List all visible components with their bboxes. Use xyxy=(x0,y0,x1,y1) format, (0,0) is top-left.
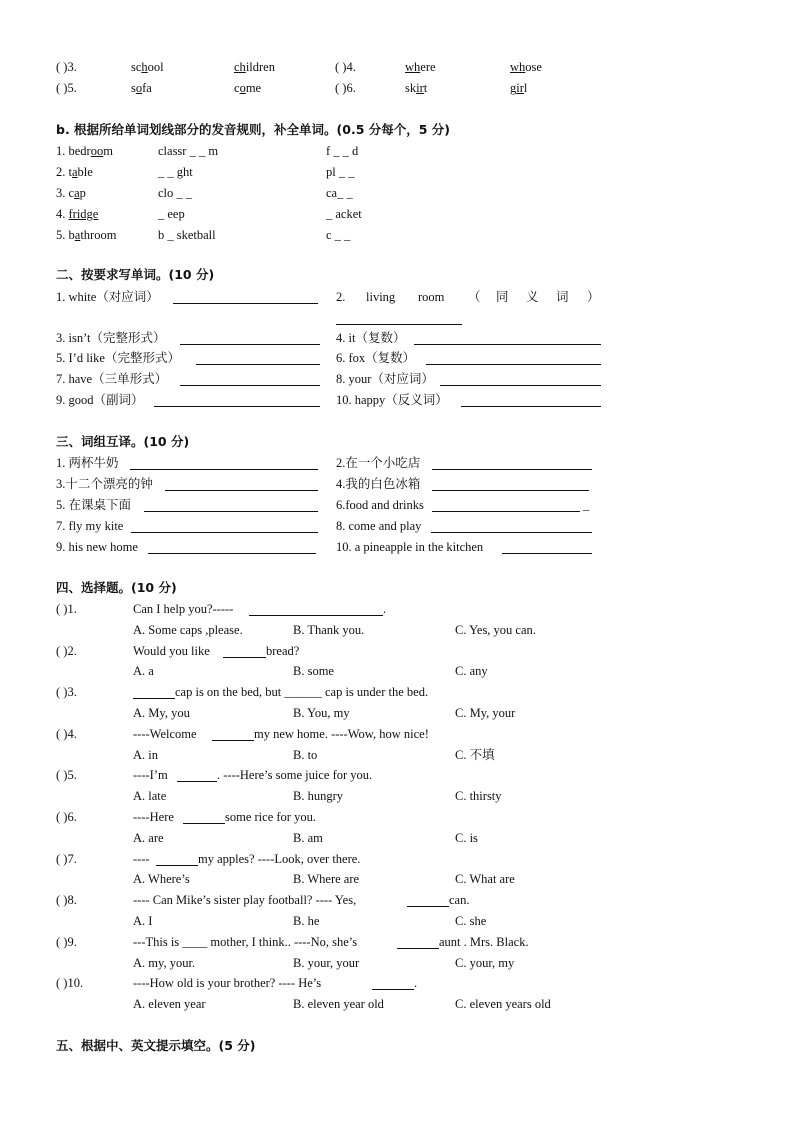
options-row xyxy=(0,953,794,973)
word: children xyxy=(234,60,275,74)
answer-blank[interactable] xyxy=(397,948,439,949)
answer-blank[interactable] xyxy=(336,324,462,325)
options-row xyxy=(0,786,794,806)
options-row xyxy=(0,869,794,889)
answer-blank[interactable] xyxy=(431,532,592,533)
prompt: 同 xyxy=(496,290,509,304)
translate-row xyxy=(0,537,794,557)
prompt: 8. your（对应词） xyxy=(336,372,434,386)
write-word-row xyxy=(0,328,794,348)
prompt: 3. isn’t（完整形式） xyxy=(56,331,166,345)
question-number: ( )4. xyxy=(335,60,356,74)
answer-blank[interactable] xyxy=(432,490,589,491)
options-row xyxy=(0,620,794,640)
answer-blank[interactable] xyxy=(131,532,318,533)
answer-blank[interactable] xyxy=(407,906,449,907)
phonics-row xyxy=(0,57,794,77)
option-a[interactable]: A. a xyxy=(133,664,154,678)
phrase: 10. a pineapple in the kitchen xyxy=(336,540,484,554)
option-b[interactable]: B. he xyxy=(293,914,320,928)
write-word-row xyxy=(0,390,794,410)
answer-blank[interactable] xyxy=(165,490,318,491)
phrase: 3.十二个漂亮的钟 xyxy=(56,477,153,491)
prompt: 5. I’d like（完整形式） xyxy=(56,351,180,365)
question-text: bread? xyxy=(266,644,300,658)
options-row xyxy=(0,994,794,1014)
phrase: 8. come and play xyxy=(336,519,422,533)
option-a[interactable]: A. in xyxy=(133,748,158,762)
blank-word[interactable]: ca_ _ xyxy=(326,186,353,200)
phrase-suffix: _ xyxy=(583,498,590,512)
option-a[interactable]: A. Some caps ,please. xyxy=(133,623,243,637)
question-text: ---This is ____ mother, I think.. ----No, she’s xyxy=(133,935,358,949)
answer-blank[interactable] xyxy=(196,364,320,365)
prompt: 9. good（副词） xyxy=(56,393,144,407)
prompt: 1. white（对应词） xyxy=(56,290,159,304)
fill-word-row xyxy=(0,162,794,182)
fill-word-row xyxy=(0,225,794,245)
phrase: 6.food and drinks xyxy=(336,498,424,512)
options-row xyxy=(0,745,794,765)
question-number: ( )6. xyxy=(56,810,77,824)
phrase: 1. 两杯牛奶 xyxy=(56,456,119,470)
answer-blank[interactable] xyxy=(372,989,414,990)
blank-word[interactable]: b _ sketball xyxy=(158,228,216,242)
phrase: 4.我的白色冰箱 xyxy=(336,477,421,491)
option-b[interactable]: B. your, your xyxy=(293,956,360,970)
prompt: 2. xyxy=(336,290,346,304)
answer-blank[interactable] xyxy=(180,344,320,345)
options-row xyxy=(0,911,794,931)
question-row xyxy=(0,973,794,993)
answer-blank[interactable] xyxy=(173,303,318,304)
question-number: ( )3. xyxy=(56,60,77,74)
option-b[interactable]: B. some xyxy=(293,664,334,678)
answer-blank[interactable] xyxy=(156,865,198,866)
section-b-title: b. 根据所给单词划线部分的发音规则，补全单词。(0.5 分每个，5 分) xyxy=(56,122,451,137)
blank-word[interactable]: f _ _ d xyxy=(326,144,359,158)
phrase: 9. his new home xyxy=(56,540,138,554)
write-word-row xyxy=(0,348,794,368)
fill-word-row xyxy=(0,183,794,203)
answer-blank[interactable] xyxy=(502,553,592,554)
question-text: . xyxy=(414,976,418,990)
example-word: 4. fridge xyxy=(56,207,99,221)
question-text: can. xyxy=(449,893,470,907)
word: whose xyxy=(510,60,542,74)
option-b[interactable]: B. hungry xyxy=(293,789,343,803)
question-text: ----I’m xyxy=(133,768,168,782)
question-row xyxy=(0,849,794,869)
option-a[interactable]: A. My, you xyxy=(133,706,190,720)
example-word: 2. table xyxy=(56,165,93,179)
question-text: some rice for you. xyxy=(225,810,316,824)
prompt: （ xyxy=(468,290,481,304)
question-row xyxy=(0,724,794,744)
question-number: ( )5. xyxy=(56,81,77,95)
option-b[interactable]: B. Where are xyxy=(293,872,360,886)
blank-word[interactable]: pl _ _ xyxy=(326,165,355,179)
question-row xyxy=(0,641,794,661)
question-row xyxy=(0,599,794,619)
question-row xyxy=(0,765,794,785)
question-number: ( )2. xyxy=(56,644,77,658)
example-word: 5. bathroom xyxy=(56,228,117,242)
word: sofa xyxy=(131,81,152,95)
answer-blank[interactable] xyxy=(148,553,316,554)
question-text: my apples? ----Look, over there. xyxy=(198,852,361,866)
blank-word[interactable]: clo _ _ xyxy=(158,186,193,200)
answer-blank[interactable] xyxy=(180,385,320,386)
blank-word[interactable]: c _ _ xyxy=(326,228,351,242)
option-c[interactable]: C. any xyxy=(455,664,488,678)
option-c[interactable]: C. What are xyxy=(455,872,515,886)
question-number: ( )7. xyxy=(56,852,77,866)
blank-word[interactable]: _ eep xyxy=(158,207,185,221)
blank-word[interactable]: _ acket xyxy=(326,207,362,221)
question-number: ( )4. xyxy=(56,727,77,741)
option-c[interactable]: C. My, your xyxy=(455,706,516,720)
prompt: 10. happy（反义词） xyxy=(336,393,448,407)
question-text: . ----Here’s some juice for you. xyxy=(217,768,373,782)
question-text: Can I help you?----- xyxy=(133,602,234,616)
word: where xyxy=(405,60,436,74)
question-number: ( )5. xyxy=(56,768,77,782)
blank-word[interactable]: classr _ _ m xyxy=(158,144,219,158)
word: come xyxy=(234,81,262,95)
example-word: 1. bedroom xyxy=(56,144,113,158)
phrase: 5. 在课桌下面 xyxy=(56,498,132,512)
answer-blank[interactable] xyxy=(461,406,601,407)
option-a[interactable]: A. I xyxy=(133,914,153,928)
fill-word-row xyxy=(0,141,794,161)
option-c[interactable]: C. she xyxy=(455,914,487,928)
answer-blank[interactable] xyxy=(440,385,601,386)
question-text: cap is on the bed, but ______ cap is under the bed. xyxy=(175,685,429,699)
option-a[interactable]: A. my, your. xyxy=(133,956,196,970)
answer-blank[interactable] xyxy=(177,781,217,782)
question-number: ( )3. xyxy=(56,685,77,699)
answer-blank[interactable] xyxy=(414,344,601,345)
prompt: 词 xyxy=(556,290,569,304)
question-number: ( )10. xyxy=(56,976,84,990)
word: girl xyxy=(510,81,528,95)
write-word-row xyxy=(0,369,794,389)
option-b[interactable]: B. eleven year old xyxy=(293,997,384,1011)
answer-blank[interactable] xyxy=(144,511,318,512)
write-word-row xyxy=(0,308,794,328)
prompt: 7. have（三单形式） xyxy=(56,372,168,386)
prompt: 义 xyxy=(526,290,539,304)
option-b[interactable]: B. Thank you. xyxy=(293,623,365,637)
answer-blank[interactable] xyxy=(133,698,175,699)
word: school xyxy=(131,60,164,74)
answer-blank[interactable] xyxy=(212,740,254,741)
prompt: living xyxy=(366,290,396,304)
question-number: ( )6. xyxy=(335,81,356,95)
question-text: ---- Can Mike’s sister play football? ---- Yes, xyxy=(133,893,357,907)
prompt: 4. it（复数） xyxy=(336,331,406,345)
phrase: 2.在一个小吃店 xyxy=(336,456,421,470)
question-text: Would you like xyxy=(133,644,210,658)
question-number: ( )1. xyxy=(56,602,77,616)
option-a[interactable]: A. are xyxy=(133,831,164,845)
question-text: ---- xyxy=(133,852,150,866)
question-text: ----Here xyxy=(133,810,174,824)
option-b[interactable]: B. am xyxy=(293,831,323,845)
answer-blank[interactable] xyxy=(432,511,580,512)
answer-blank[interactable] xyxy=(432,469,592,470)
section-3-title: 三、词组互译。(10 分) xyxy=(56,434,190,449)
question-row xyxy=(0,807,794,827)
answer-blank[interactable] xyxy=(249,615,383,616)
option-c[interactable]: C. your, my xyxy=(455,956,515,970)
option-a[interactable]: A. late xyxy=(133,789,167,803)
options-row xyxy=(0,828,794,848)
phonics-row xyxy=(0,78,794,98)
answer-blank[interactable] xyxy=(426,364,601,365)
question-text: ----How old is your brother? ---- He’s xyxy=(133,976,322,990)
translate-row xyxy=(0,516,794,536)
translate-row xyxy=(0,495,794,515)
options-row xyxy=(0,703,794,723)
option-c[interactable]: C. 不填 xyxy=(455,748,495,762)
write-word-row xyxy=(0,287,794,307)
prompt: room xyxy=(418,290,445,304)
options-row xyxy=(0,661,794,681)
option-a[interactable]: A. eleven year xyxy=(133,997,206,1011)
answer-blank[interactable] xyxy=(223,657,266,658)
option-c[interactable]: C. Yes, you can. xyxy=(455,623,536,637)
section-4-title: 四、选择题。(10 分) xyxy=(56,580,177,595)
prompt: ） xyxy=(587,290,600,304)
option-c[interactable]: C. eleven years old xyxy=(455,997,551,1011)
option-c[interactable]: C. thirsty xyxy=(455,789,502,803)
question-text: my new home. ----Wow, how nice! xyxy=(254,727,429,741)
question-row xyxy=(0,890,794,910)
question-text: ----Welcome xyxy=(133,727,197,741)
word: skirt xyxy=(405,81,428,95)
section-2-title: 二、按要求写单词。(10 分) xyxy=(56,267,215,282)
translate-row xyxy=(0,474,794,494)
answer-blank[interactable] xyxy=(154,406,320,407)
question-text: . xyxy=(383,602,387,616)
prompt: 6. fox（复数） xyxy=(336,351,416,365)
question-number: ( )9. xyxy=(56,935,77,949)
answer-blank[interactable] xyxy=(130,469,318,470)
example-word: 3. cap xyxy=(56,186,86,200)
question-row xyxy=(0,932,794,952)
question-number: ( )8. xyxy=(56,893,77,907)
phrase: 7. fly my kite xyxy=(56,519,124,533)
option-a[interactable]: A. Where’s xyxy=(133,872,190,886)
question-row xyxy=(0,682,794,702)
question-text: aunt . Mrs. Black. xyxy=(439,935,529,949)
fill-word-row xyxy=(0,204,794,224)
blank-word[interactable]: _ _ ght xyxy=(158,165,193,179)
option-b[interactable]: B. You, my xyxy=(293,706,350,720)
translate-row xyxy=(0,453,794,473)
option-b[interactable]: B. to xyxy=(293,748,318,762)
option-c[interactable]: C. is xyxy=(455,831,478,845)
section-5-title: 五、根据中、英文提示填空。(5 分) xyxy=(56,1038,256,1053)
answer-blank[interactable] xyxy=(183,823,225,824)
